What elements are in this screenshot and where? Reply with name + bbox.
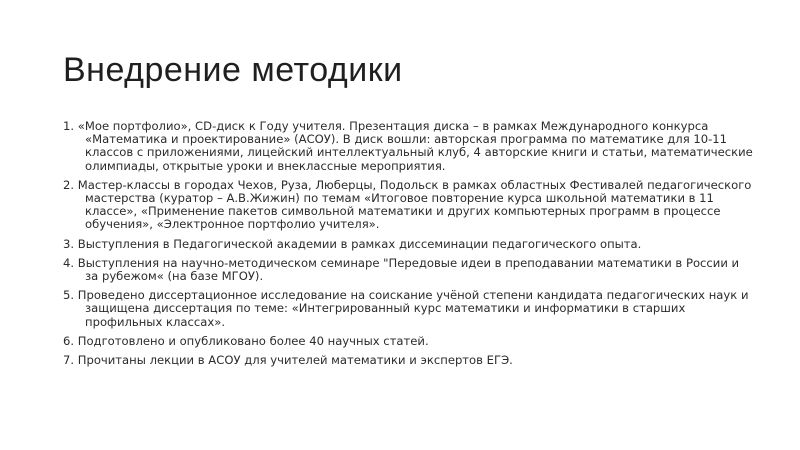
list-item-1 bbox=[63, 120, 753, 173]
item-number: 2. bbox=[63, 177, 75, 192]
item-number: 3. bbox=[63, 236, 75, 251]
item-text: Прочитаны лекции в АСОУ для учителей математики и экспертов ЕГЭ. bbox=[77, 353, 513, 368]
item-number: 1. bbox=[63, 119, 75, 133]
item-text: Мастер-классы в городах Чехов, Руза, Люберцы, Подольск в рамках областных Фестивалей педагогического мастерства (куратор – А.В.Жижин) по темам «Итоговое повторение курса школьной математики в 11 классе», «Применение пакетов символьной математики и других компьютерных программ в процессе обучения», «Электронное портфолио учителя». bbox=[77, 177, 752, 232]
achievement-list bbox=[63, 120, 753, 373]
list-item-3 bbox=[63, 238, 753, 251]
item-number: 6. bbox=[63, 333, 75, 348]
list-item-6 bbox=[63, 335, 753, 348]
item-number: 4. bbox=[63, 255, 75, 270]
list-item-5 bbox=[63, 289, 753, 329]
list-item-2 bbox=[63, 179, 753, 232]
slide-title: Внедрение методики bbox=[63, 51, 403, 89]
item-number: 5. bbox=[63, 288, 75, 303]
item-text: Проведено диссертационное исследование на соискание учёной степени кандидата педагогических наук и защищена диссертация по теме: «Интегрированный курс математики и информатики в старших профильных классах». bbox=[77, 288, 749, 329]
item-text: Подготовлено и опубликовано более 40 научных статей. bbox=[77, 333, 429, 348]
item-text: Выступления в Педагогической академии в рамках диссеминации педагогического опыта. bbox=[77, 236, 642, 251]
item-number: 7. bbox=[63, 353, 75, 368]
item-text: Выступления на научно-методическом семинаре "Передовые идеи в преподавании математики в России и за рубежом« (на базе МГОУ). bbox=[77, 255, 740, 284]
list-item-7 bbox=[63, 354, 753, 367]
list-item-4 bbox=[63, 257, 753, 283]
item-text: «Мое портфолио», CD-диск к Году учителя. Презентация диска – в рамках Международного конкурса «Математика и проектирование» (АСОУ). В диск вошли: авторская программа по математике для 10-11 классов с приложениями, лицейский интеллектуальный клуб, 4 авторские книги и статьи, математические олимпиады, открытые уроки и внеклассные мероприятия. bbox=[77, 119, 753, 173]
